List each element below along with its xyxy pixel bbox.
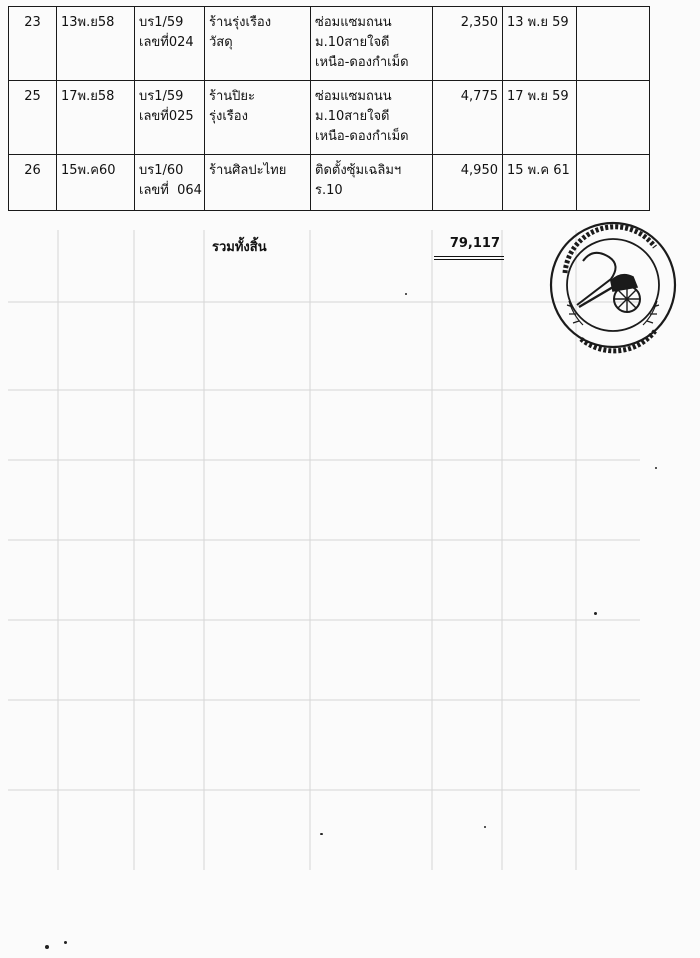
row-note [577, 81, 650, 155]
vendor-line: ร้านรุ่งเรือง [209, 15, 272, 30]
scan-speck [484, 826, 486, 828]
table-row [9, 81, 650, 155]
vendor-line: ร้านปิยะ [209, 89, 256, 104]
item-line: ม.10สายใจดี [315, 35, 390, 50]
row-paid-date: 13 พ.ย 59 [503, 7, 577, 81]
document-book: บร1/59 [139, 89, 184, 104]
row-date: 15พ.ค60 [57, 155, 135, 211]
row-vendor [205, 81, 311, 155]
scan-speck [320, 833, 323, 835]
row-number: 23 [9, 7, 57, 81]
row-date: 17พ.ย58 [57, 81, 135, 155]
item-line: ร.10 [315, 183, 343, 198]
item-line: ซ่อมแซมถนน [315, 15, 392, 30]
scan-speck [655, 467, 657, 469]
official-seal [543, 213, 678, 355]
row-date: 13พ.ย58 [57, 7, 135, 81]
row-paid-date: 15 พ.ค 61 [503, 155, 577, 211]
row-vendor [205, 155, 311, 211]
row-amount: 2,350 [433, 7, 503, 81]
vendor-line: รุ่งเรือง [209, 109, 248, 124]
expense-table [8, 6, 650, 211]
item-line: เหนือ-ดองกำเม็ด [315, 129, 409, 144]
scan-speck [45, 945, 49, 949]
table-row [9, 155, 650, 211]
document-book: บร1/59 [139, 15, 184, 30]
scan-speck [64, 941, 67, 944]
document-number: เลขที่024 [139, 35, 194, 50]
document-number: เลขที่025 [139, 109, 194, 124]
row-amount: 4,775 [433, 81, 503, 155]
vendor-line: ร้านศิลปะไทย [209, 163, 287, 178]
row-document [135, 155, 205, 211]
row-amount: 4,950 [433, 155, 503, 211]
row-item [311, 155, 433, 211]
row-document [135, 7, 205, 81]
table-row [9, 7, 650, 81]
scan-speck [594, 612, 597, 615]
row-paid-date: 17 พ.ย 59 [503, 81, 577, 155]
row-item [311, 7, 433, 81]
vendor-line: วัสดุ [209, 35, 233, 50]
row-number: 25 [9, 81, 57, 155]
row-note [577, 155, 650, 211]
double-underline [434, 256, 504, 262]
total-label: รวมทั้งสิ้น [212, 240, 267, 255]
item-line: ติดตั้งซุ้มเฉลิมฯ [315, 163, 402, 178]
row-note [577, 7, 650, 81]
row-item [311, 81, 433, 155]
row-number: 26 [9, 155, 57, 211]
item-line: เหนือ-ดองกำเม็ด [315, 55, 409, 70]
item-line: ซ่อมแซมถนน [315, 89, 392, 104]
total-value: 79,117 [449, 236, 500, 251]
scan-speck [405, 293, 407, 295]
item-line: ม.10สายใจดี [315, 109, 390, 124]
row-vendor [205, 7, 311, 81]
document-book: บร1/60 [139, 163, 184, 178]
cart-emblem-icon [543, 213, 678, 355]
document-number: เลขที่ 064 [139, 183, 202, 198]
row-document [135, 81, 205, 155]
